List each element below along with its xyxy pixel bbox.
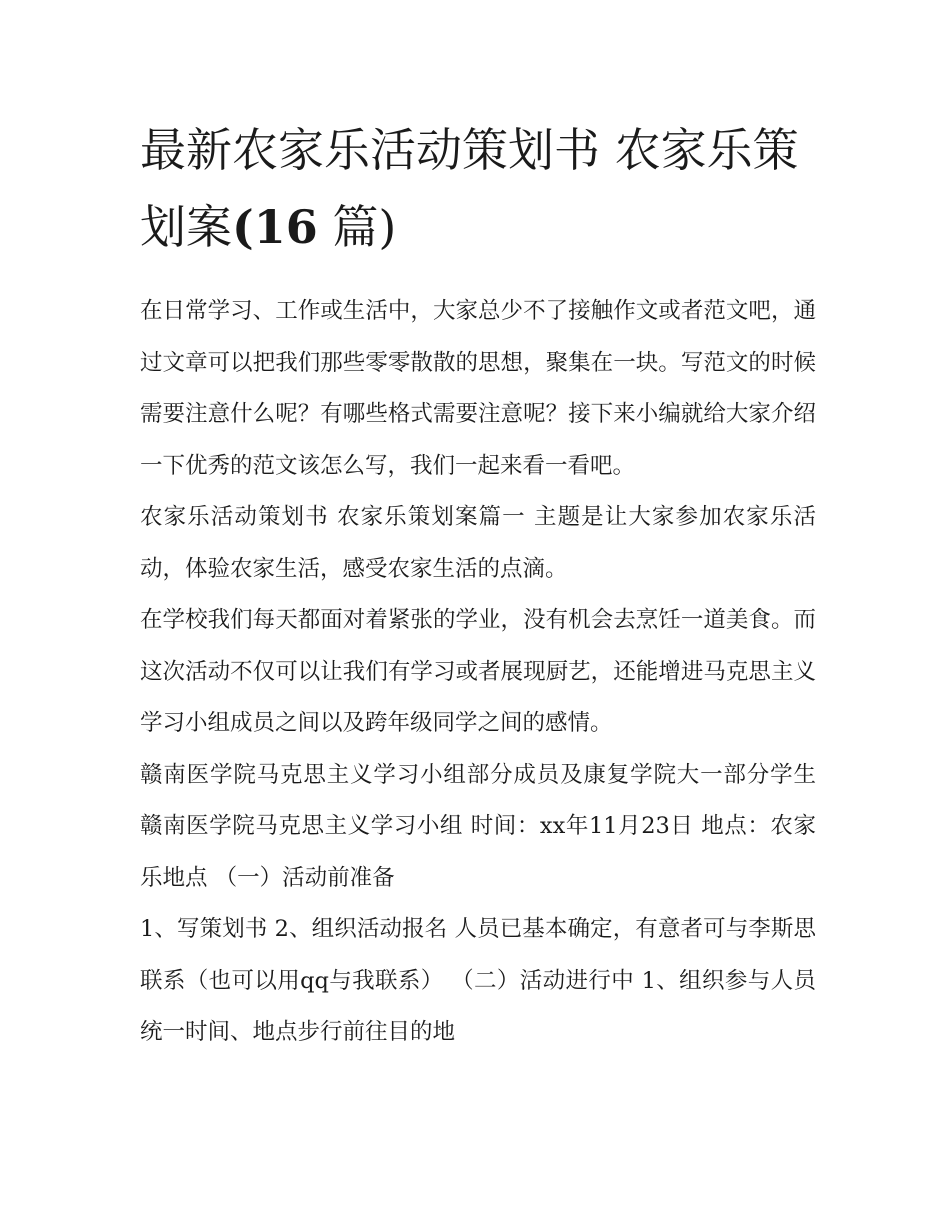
document-page xyxy=(140,112,816,1059)
title-text: 最新农家乐活动策划书 农家乐策划案 xyxy=(140,123,799,254)
purpose-paragraph: 在学校我们每天都面对着紧张的学业，没有机会去烹饪一道美食。而这次活动不仅可以让我们有学习或者展现厨艺，还能增进马克思主义学习小组成员之间以及跨年级同学之间的感情。 xyxy=(140,607,816,736)
document-body xyxy=(140,286,816,1059)
steps-paragraph: 1、写策划书 2、组织活动报名 人员已基本确定，有意者可与李斯思联系（也可以用qq与我联系） （二）活动进行中 1、组织参与人员统一时间、地点步行前往目的地 xyxy=(140,916,816,1045)
title-count: (16 xyxy=(232,200,318,254)
participants-paragraph: 赣南医学院马克思主义学习小组部分成员及康复学院大一部分学生 赣南医学院马克思主义学习小组 时间：xx年11月23日 地点：农家乐地点 （一）活动前准备 xyxy=(140,761,816,891)
intro-paragraph: 在日常学习、工作或生活中，大家总少不了接触作文或者范文吧，通过文章可以把我们那些零零散散的思想，聚集在一块。写范文的时候需要注意什么呢？有哪些格式需要注意呢？接下来小编就给大家介绍一下优秀的范文该怎么写，我们一起来看一看吧。 xyxy=(140,298,816,479)
section-theme-paragraph: 农家乐活动策划书 农家乐策划案篇一 主题是让大家参加农家乐活动，体验农家生活，感受农家生活的点滴。 xyxy=(140,504,816,582)
document-title xyxy=(140,112,816,266)
title-suffix: 篇) xyxy=(317,200,397,254)
